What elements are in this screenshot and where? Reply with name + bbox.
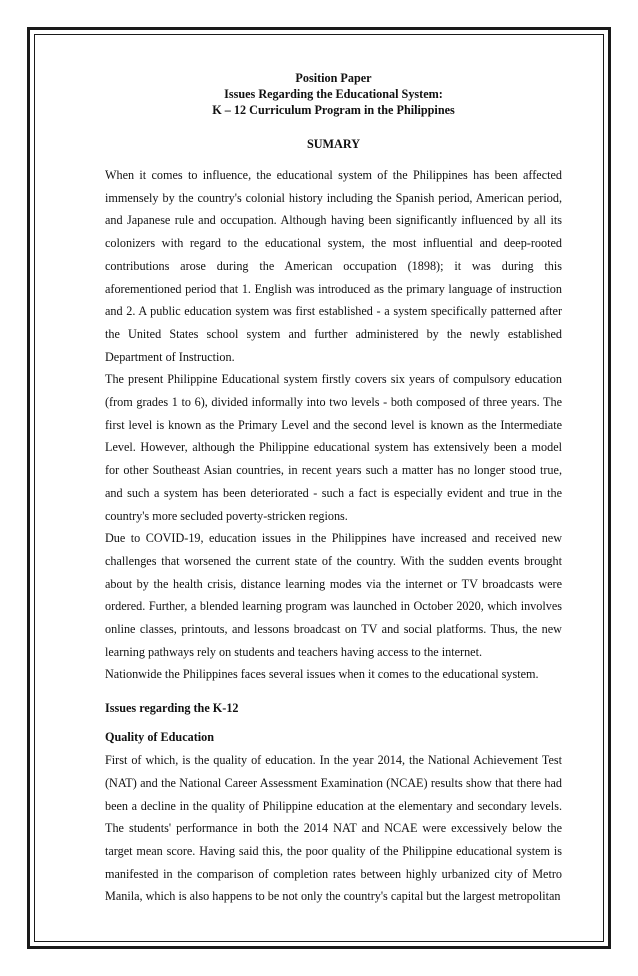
summary-heading: SUMARY xyxy=(306,137,361,151)
title-line-2: Issues Regarding the Educational System: xyxy=(224,87,443,101)
title-line-3: K – 12 Curriculum Program in the Philippines xyxy=(212,103,455,117)
section-heading-issues: Issues regarding the K-12 xyxy=(105,701,239,716)
paragraph-colonial-history: When it comes to influence, the educational system of the Philippines has been affected immensely by the country's colonial history including the Spanish period, American period, and Japanese rule and occupation. Although having been significantly influenced by all its colonizers with regard to the educational system, the most influential and deep-rooted contributions arose during the American occupation (1898); it was during this aforementioned period that 1. English was introduced as the primary language of instruction and 2. A public education system was first established - a system specifically patterned after the United States school system and further administered by the newly established Department of Instruction. xyxy=(105,168,562,364)
document-body xyxy=(105,70,562,908)
document-title xyxy=(105,70,562,118)
paragraph-nationwide: Nationwide the Philippines faces several issues when it comes to the educational system. xyxy=(105,667,539,682)
paragraph-quality: First of which, is the quality of education. In the year 2014, the National Achievement Test (NAT) and the National Career Assessment Examination (NCAE) results show that there had been a decline in the quality of Philippine education at the elementary and secondary levels. The students' performance in both the 2014 NAT and NCAE were excessively below the target mean score. Having said this, the poor quality of the Philippine educational system is manifested in the comparison of completion rates between highly urbanized city of Metro Manila, which is also happens to be not only the country's capital but the largest metropolitan xyxy=(105,753,562,904)
paragraph-present-system: The present Philippine Educational system firstly covers six years of compulsory education (from grades 1 to 6), divided informally into two levels - both composed of three years. The first level is known as the Primary Level and the second level is known as the Intermediate Level. However, although the Philippine educational system has extensively been a model for other Southeast Asian countries, in recent years such a matter has no longer stood true, and such a system has been deteriorated - such a fact is especially evident and true in the country's more secluded poverty-stricken regions. xyxy=(105,372,562,523)
paragraph-covid: Due to COVID-19, education issues in the Philippines have increased and received new challenges that worsened the current state of the country. With the sudden events brought about by the health crisis, distance learning modes via the internet or TV broadcasts were ordered. Further, a blended learning program was launched in October 2020, which involves online classes, printouts, and lessons broadcast on TV and social platforms. Thus, the new learning pathways rely on students and teachers having access to the internet. xyxy=(105,531,562,659)
subsection-heading-quality: Quality of Education xyxy=(105,730,215,745)
title-line-1: Position Paper xyxy=(295,71,372,85)
